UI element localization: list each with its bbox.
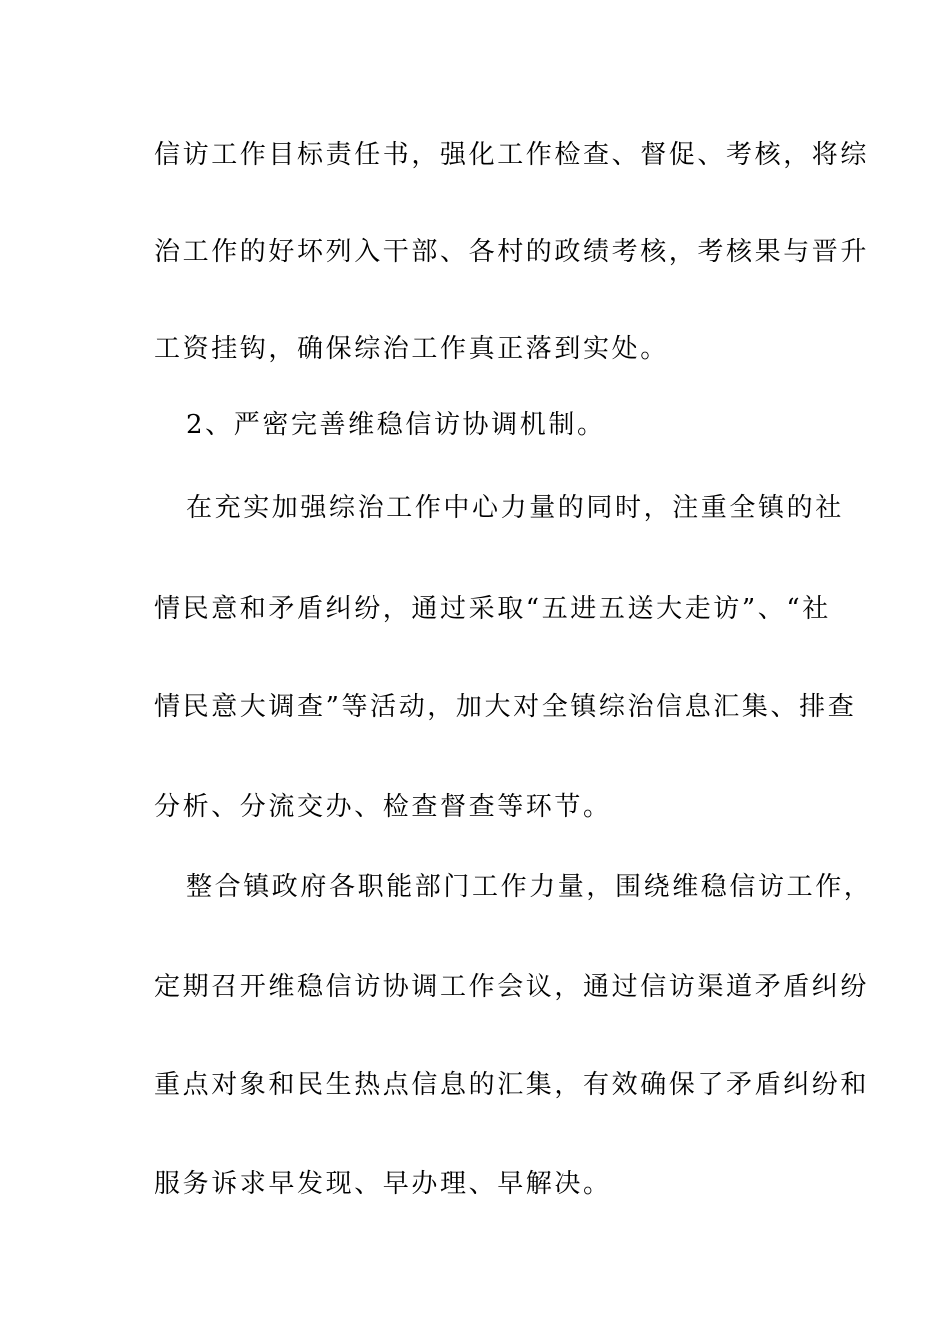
text-line: 情民意和矛盾纠纷，通过采取“五进五送大走访”、“社 (154, 594, 831, 624)
text-line: 在充实加强综治工作中心力量的同时，注重全镇的社 (186, 493, 844, 523)
text-line: 定期召开维稳信访协调工作会议，通过信访渠道矛盾纠纷 (154, 972, 870, 1002)
section-heading: 2、严密完善维稳信访协调机制。 (186, 410, 606, 440)
text-line: 服务诉求早发现、早办理、早解决。 (154, 1169, 612, 1199)
text-line: 信访工作目标责任书，强化工作检查、督促、考核，将综 (154, 140, 870, 170)
text-line: 整合镇政府各职能部门工作力量，围绕维稳信访工作， (186, 872, 873, 902)
text-line: 情民意大调查”等活动，加大对全镇综治信息汇集、排查 (154, 692, 857, 722)
text-line: 工资挂钩，确保综治工作真正落到实处。 (154, 334, 669, 364)
text-line: 分析、分流交办、检查督查等环节。 (154, 792, 612, 822)
text-line: 重点对象和民生热点信息的汇集，有效确保了矛盾纠纷和 (154, 1070, 870, 1100)
text-line: 治工作的好坏列入干部、各村的政绩考核，考核果与晋升 (154, 237, 870, 267)
